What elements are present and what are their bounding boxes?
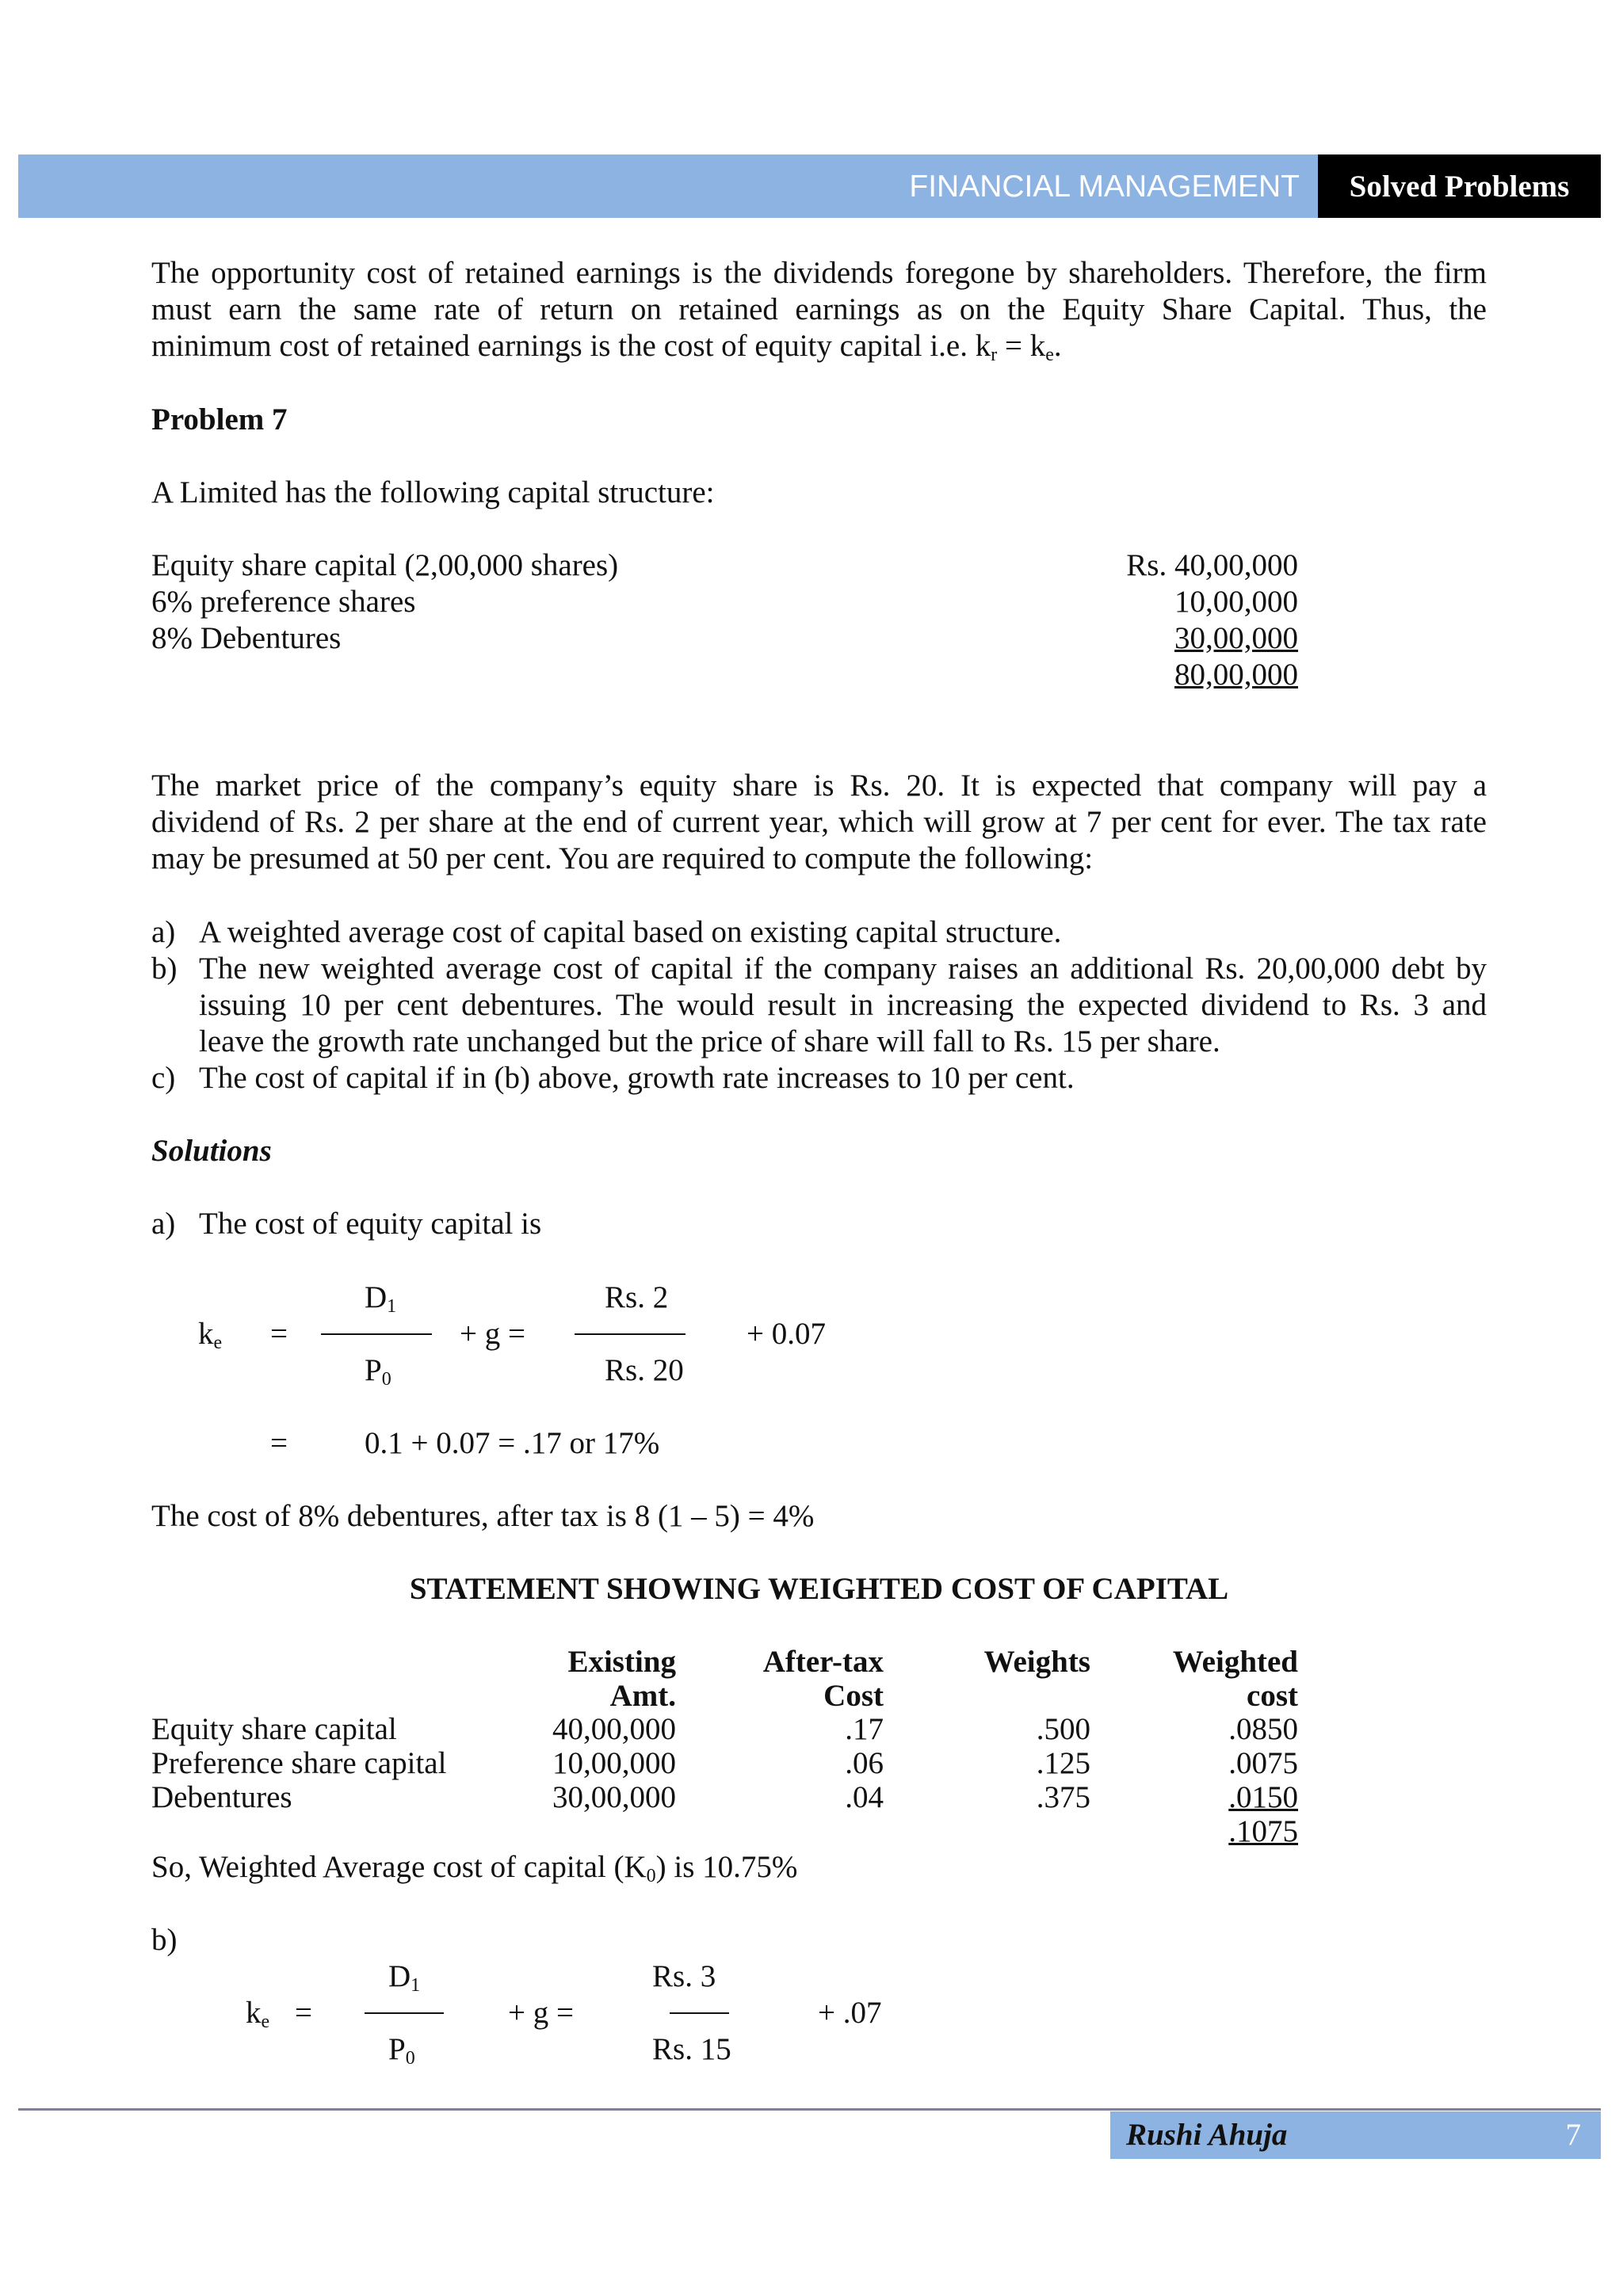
- capital-label-preference: 6% preference shares: [151, 585, 416, 619]
- capital-amount-preference: 10,00,000: [1174, 585, 1298, 619]
- table-row-wcost: .0075: [1228, 1746, 1298, 1780]
- formula-a-plus-g: + g =: [460, 1317, 525, 1351]
- question-a-label: a): [151, 915, 176, 949]
- formula-a-equals: =: [270, 1317, 288, 1351]
- col-header-existing: Existing Amt.: [567, 1645, 676, 1713]
- table-row-cost: .06: [845, 1746, 884, 1780]
- formula-b-numerator-1: $D_1$: [388, 1959, 421, 1996]
- intro-line-3: minimum cost of retained earnings is the cost of equity capital i.e. $k_r = k_e$.: [151, 329, 1062, 366]
- table-row-amt: 30,00,000: [552, 1780, 676, 1814]
- table-row-wcost: .0150: [1228, 1780, 1298, 1814]
- table-row-label: Debentures: [151, 1780, 292, 1814]
- question-b-line-1: The new weighted average cost of capital if the company raises an additional Rs. 20,00,000 debt by: [199, 952, 1487, 986]
- capital-amount-equity: Rs. 40,00,000: [1126, 548, 1298, 582]
- formula-b-numerator-2: Rs. 3: [652, 1959, 716, 1993]
- problem-heading: Problem 7: [151, 402, 288, 437]
- wacc-result: So, Weighted Average cost of capital $(K_0)$ is 10.75%: [151, 1850, 798, 1886]
- result-equals: =: [270, 1426, 288, 1460]
- col-header-weighted: Weighted cost: [1172, 1645, 1298, 1713]
- market-line-2: dividend of Rs. 2 per share at the end of current year, which will grow at 7 per cent for ever. The tax rate: [151, 805, 1487, 840]
- footer-divider: [18, 2108, 1601, 2111]
- col-header-aftertax: After-tax Cost: [762, 1645, 884, 1713]
- intro-line-1: The opportunity cost of retained earnings is the dividends foregone by shareholders. Therefore, the firm: [151, 256, 1487, 290]
- footer-author: Rushi Ahuja: [1110, 2111, 1491, 2159]
- header-title: FINANCIAL MANAGEMENT: [909, 170, 1300, 204]
- formula-b-denominator-2: Rs. 15: [652, 2032, 731, 2066]
- formula-a-numerator-1: $D_1$: [365, 1280, 397, 1317]
- table-row-amt: 10,00,000: [552, 1746, 676, 1780]
- question-c: [151, 1060, 1487, 1097]
- table-row-weight: .375: [1036, 1780, 1090, 1814]
- capital-label-debentures: 8% Debentures: [151, 621, 342, 655]
- table-row-cost: .17: [845, 1712, 884, 1746]
- part-a-text: The cost of equity capital is: [199, 1207, 542, 1241]
- market-paragraph: [151, 768, 1487, 877]
- formula-b-equals: =: [295, 1996, 312, 2030]
- formula-b-fraction-bar-1: [365, 2012, 444, 2014]
- formula-b-fraction-bar-2: [670, 2012, 729, 2014]
- capital-label-equity: Equity share capital (2,00,000 shares): [151, 548, 619, 582]
- part-b-label: b): [151, 1923, 178, 1957]
- table-total: .1075: [1228, 1814, 1298, 1848]
- formula-a-fraction-bar-2: [575, 1333, 685, 1335]
- col-header-weights: Weights: [983, 1645, 1090, 1679]
- market-line-3: may be presumed at 50 per cent. You are required to compute the following:: [151, 841, 1094, 876]
- formula-a-tail: + 0.07: [747, 1317, 826, 1351]
- debenture-cost-text: The cost of 8% debentures, after tax is 8 (1 – 5) = 4%: [151, 1499, 815, 1533]
- result-value: 0.1 + 0.07 = .17 or 17%: [365, 1426, 660, 1460]
- table-row-wcost: .0850: [1228, 1712, 1298, 1746]
- formula-b-denominator-1: $P_0$: [388, 2032, 415, 2069]
- formula-a-lhs: $k_e$: [198, 1317, 223, 1353]
- formula-b-tail: + .07: [818, 1996, 882, 2030]
- table-row-cost: .04: [845, 1780, 884, 1814]
- formula-a-denominator-2: Rs. 20: [605, 1353, 684, 1387]
- formula-a-denominator-1: $P_0$: [365, 1353, 391, 1390]
- capital-amount-debentures: 30,00,000: [1174, 621, 1298, 655]
- capital-total: 80,00,000: [1174, 658, 1298, 692]
- table-row-label: Preference share capital: [151, 1746, 447, 1780]
- question-b-line-3: leave the growth rate unchanged but the price of share will fall to Rs. 15 per share.: [199, 1024, 1220, 1059]
- question-b-label: b): [151, 952, 178, 986]
- part-a-label: a): [151, 1207, 176, 1241]
- header-badge: Solved Problems: [1318, 154, 1601, 218]
- intro-line-2: must earn the same rate of return on retained earnings as on the Equity Share Capital. Thus, the: [151, 292, 1487, 327]
- problem-statement: A Limited has the following capital structure:: [151, 475, 715, 509]
- question-c-label: c): [151, 1061, 176, 1095]
- table-row-label: Equity share capital: [151, 1712, 397, 1746]
- formula-a-numerator-2: Rs. 2: [605, 1280, 669, 1314]
- table-row-weight: .125: [1036, 1746, 1090, 1780]
- table-title: STATEMENT SHOWING WEIGHTED COST OF CAPITAL: [409, 1572, 1229, 1606]
- formula-b-lhs: $k_e$: [246, 1996, 270, 2032]
- formula-b-plus-g: + g =: [508, 1996, 574, 2030]
- table-row-weight: .500: [1036, 1712, 1090, 1746]
- intro-paragraph: [151, 255, 1487, 364]
- question-b-line-2: issuing 10 per cent debentures. The would result in increasing the expected dividend to Rs. 3 and: [199, 988, 1487, 1023]
- question-c-line-1: The cost of capital if in (b) above, growth rate increases to 10 per cent.: [199, 1061, 1075, 1095]
- solutions-heading: Solutions: [151, 1134, 272, 1168]
- market-line-1: The market price of the company’s equity share is Rs. 20. It is expected that company will pay a: [151, 769, 1487, 803]
- formula-a-fraction-bar-1: [321, 1333, 432, 1335]
- footer-page-number: 7: [1491, 2111, 1601, 2159]
- question-a-line-1: A weighted average cost of capital based on existing capital structure.: [199, 915, 1062, 949]
- question-b: [151, 951, 1487, 1060]
- table-row-amt: 40,00,000: [552, 1712, 676, 1746]
- question-a: [151, 914, 1487, 951]
